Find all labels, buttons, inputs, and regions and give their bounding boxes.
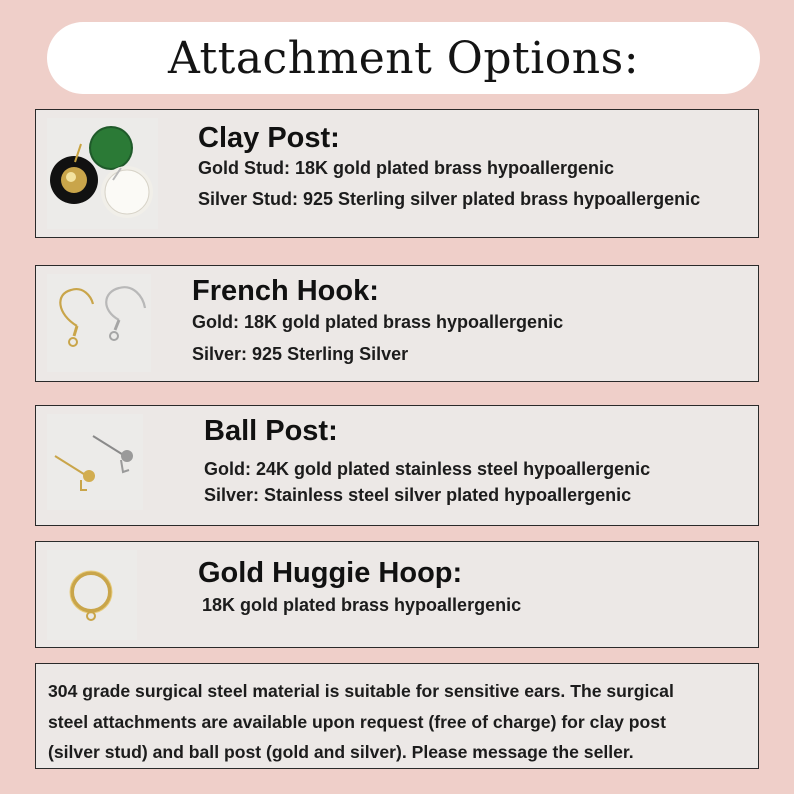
- option-card-clay-post: [35, 109, 759, 238]
- option-title: Clay Post:: [198, 122, 340, 154]
- option-detail-line: Gold: 24K gold plated stainless steel hypoallergenic: [204, 459, 651, 479]
- option-detail-line: 18K gold plated brass hypoallergenic: [202, 595, 522, 615]
- option-title: Ball Post:: [204, 415, 338, 447]
- option-detail-line: Gold: 18K gold plated brass hypoallergenic: [192, 312, 564, 332]
- note-line: (silver stud) and ball post (gold and silver). Please message the seller.: [48, 742, 634, 762]
- option-detail-line: Silver: 925 Sterling Silver: [192, 344, 409, 364]
- note-line: steel attachments are available upon request (free of charge) for clay post: [48, 711, 666, 732]
- title-banner: [47, 22, 760, 94]
- option-card-ball-post: [35, 405, 759, 526]
- clay-post-studs-photo: [47, 118, 158, 229]
- page-title: Attachment Options:: [167, 32, 640, 84]
- option-detail-line: Gold Stud: 18K gold plated brass hypoallergenic: [198, 158, 615, 178]
- ball-post-photo: [47, 414, 143, 510]
- note-line: 304 grade surgical steel material is suitable for sensitive ears. The surgical: [48, 681, 674, 701]
- option-title: Gold Huggie Hoop:: [198, 557, 463, 589]
- option-detail-line: Silver: Stainless steel silver plated hypoallergenic: [204, 485, 632, 505]
- option-card-huggie-hoop: [35, 541, 759, 648]
- surgical-steel-note: [35, 663, 759, 769]
- note-text: [48, 676, 748, 768]
- french-hook-photo: [47, 274, 151, 372]
- huggie-hoop-photo: [47, 550, 137, 640]
- option-title: French Hook:: [192, 275, 379, 307]
- option-card-french-hook: [35, 265, 759, 382]
- option-detail-line: Silver Stud: 925 Sterling silver plated brass hypoallergenic: [198, 189, 701, 209]
